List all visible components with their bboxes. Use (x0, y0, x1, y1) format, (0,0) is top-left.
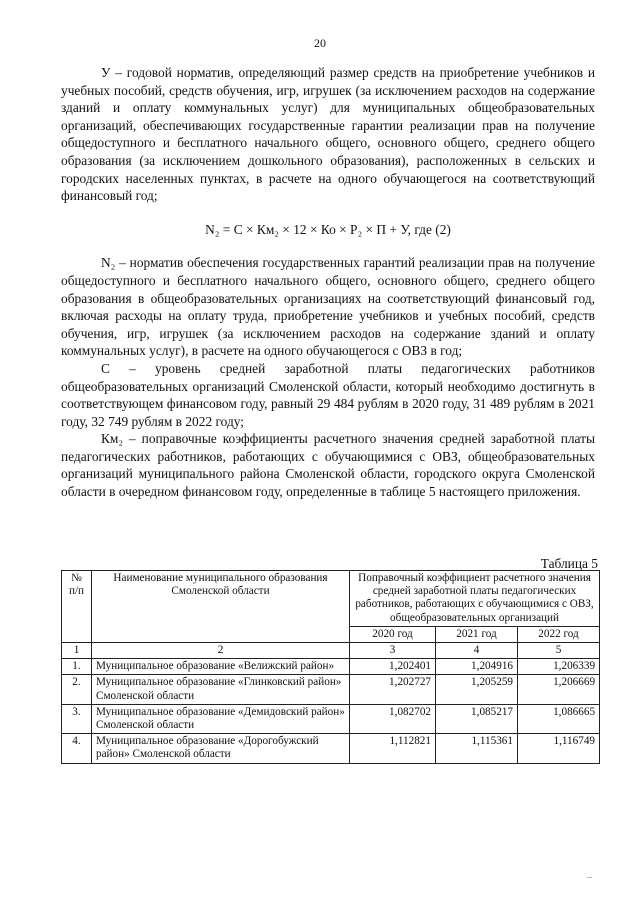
row-value-2020: 1,202401 (350, 659, 436, 675)
table-5 (61, 570, 600, 764)
row-value-2021: 1,205259 (436, 675, 518, 704)
row-name: Муниципальное образование «Глинковский район» Смоленской области (92, 675, 350, 704)
row-value-2021: 1,204916 (436, 659, 518, 675)
row-num: 2. (62, 675, 92, 704)
row-num: 3. (62, 704, 92, 733)
header-year-2020: 2020 год (350, 626, 436, 642)
header-year-2022: 2022 год (518, 626, 600, 642)
header-coefficient: Поправочный коэффициент расчетного значения средней заработной платы педагогических работников, работающих с обучающимися с ОВЗ, общеобразовательных организаций (350, 571, 600, 627)
row-value-2022: 1,206339 (518, 659, 600, 675)
column-number: 4 (436, 643, 518, 659)
page-number: 20 (314, 36, 326, 50)
formula-n2: N₂ = С × Км₂ × 12 × Ко × Р₂ × П + У, где (2) (205, 221, 451, 237)
row-value-2022: 1,116749 (518, 734, 600, 763)
table-header-row (62, 571, 600, 627)
row-value-2020: 1,112821 (350, 734, 436, 763)
table-row (62, 675, 600, 704)
row-value-2022: 1,086665 (518, 704, 600, 733)
row-num: 1. (62, 659, 92, 675)
paragraph-km2-definition: Км₂ – поправочные коэффициенты расчетного значения средней заработной платы педагогических работников, работающих с обучающимися с ОВЗ, общеобразовательных организаций муниципального района Смоленской области, городского округа Смоленской области в очередном финансовом году, определенные в таблице 5 настоящего приложения. (61, 431, 595, 500)
table-row (62, 734, 600, 763)
column-number: 3 (350, 643, 436, 659)
body-text (61, 64, 595, 501)
row-value-2021: 1,115361 (436, 734, 518, 763)
header-year-2021: 2021 год (436, 626, 518, 642)
paragraph-y-definition: У – годовой норматив, определяющий размер средств на приобретение учебников и учебных пособий, средств обучения, игр, игрушек (за исключением расходов на содержание зданий и оплату коммунальных услуг) для муниципальных общеобразовательных организаций, обеспечивающих государственные гарантии реализации прав на получение общедоступного и бесплатного начального общего, основного общего, среднего общего образования (за исключением дошкольного образования), расположенных в сельских и городских населенных пунктах, в расчете на одного обучающегося на соответствующий финансовый год; (61, 65, 595, 204)
paragraph-n2-definition: N₂ – норматив обеспечения государственных гарантий реализации прав на получение общедоступного и бесплатного начального общего, основного общего, среднего общего образования в общеобразовательных организациях на соответствующий финансовый год, включая расходы на оплату труда, приобретение учебников и учебных пособий, средств обучения, игр, игрушек (за исключением расходов на содержание зданий и оплату коммунальных услуг), в расчете на одного обучающегося с ОВЗ в год; (61, 255, 595, 359)
row-value-2020: 1,202727 (350, 675, 436, 704)
row-value-2022: 1,206669 (518, 675, 600, 704)
column-number: 1 (62, 643, 92, 659)
table-row (62, 659, 600, 675)
column-number: 2 (92, 643, 350, 659)
table-caption: Таблица 5 (540, 556, 598, 571)
column-number: 5 (518, 643, 600, 659)
row-name: Муниципальное образование «Демидовский район» Смоленской области (92, 704, 350, 733)
row-value-2021: 1,085217 (436, 704, 518, 733)
paragraph-c-definition: С – уровень средней заработной платы педагогических работников общеобразовательных организаций Смоленской области, который необходимо достигнуть в соответствующем финансовом году, равный 29 484 рублям в 2020 году, 31 489 рублям в 2021 году, 32 749 рублям в 2022 году; (61, 360, 595, 429)
row-num: 4. (62, 734, 92, 763)
header-name: Наименование муниципального образования Смоленской области (92, 571, 350, 643)
row-name: Муниципальное образование «Дорогобужский район» Смоленской области (92, 734, 350, 763)
table-row (62, 704, 600, 733)
footer-mark: – (587, 872, 592, 883)
row-value-2020: 1,082702 (350, 704, 436, 733)
table-column-number-row (62, 643, 600, 659)
row-name: Муниципальное образование «Велижский район» (92, 659, 350, 675)
header-num: № п/п (62, 571, 92, 643)
